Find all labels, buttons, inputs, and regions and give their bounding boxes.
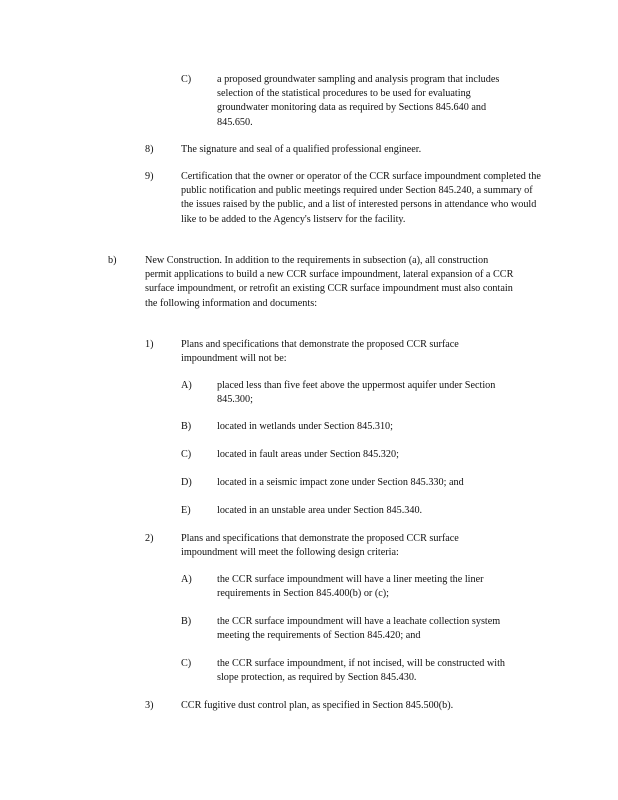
list-label: B) [181,616,192,627]
list-label: E) [181,505,191,516]
b2-text: Plans and specifications that demonstrate the proposed CCR surface impoundment will meet the following design criteria: [181,533,459,559]
list-label: 3) [145,700,154,711]
b1-item-c-text: located in fault areas under Section 845.320; [217,449,399,460]
list-label: A) [181,380,192,391]
section-b-text: New Construction. In addition to the requirements in subsection (a), all construction permit applications to build a new CCR surface impoundment, lateral expansion of a CCR surface impoundment, or retrofit an existing CCR surface impoundment must also contain the following information and documents: [145,255,514,309]
list-label: B) [181,421,192,432]
list-label: D) [181,477,192,488]
b2-item-a-text: the CCR surface impoundment will have a liner meeting the liner requirements in Section 845.400(b) or (c); [217,574,484,600]
list-label: C) [181,658,192,669]
b2-item-c-text: the CCR surface impoundment, if not incised, will be constructed with slope protection, as required by Section 845.430. [217,658,506,684]
carryover-c-text: a proposed groundwater sampling and analysis program that includes selection of the statistical procedures to be used for evaluating groundwater monitoring data as required by Sections 845.640 and 845.650. [217,74,500,128]
list-label: C) [181,74,192,85]
b1-item-a-text: placed less than five feet above the uppermost aquifer under Section 845.300; [217,380,496,406]
b1-text: Plans and specifications that demonstrate the proposed CCR surface impoundment will not be: [181,339,459,365]
b1-item-d-text: located in a seismic impact zone under Section 845.330; and [217,477,464,488]
list-label: 2) [145,533,154,544]
b3-text: CCR fugitive dust control plan, as specified in Section 845.500(b). [181,700,454,711]
list-label: A) [181,574,192,585]
list-label: C) [181,449,192,460]
b2-item-b-text: the CCR surface impoundment will have a leachate collection system meeting the requirements of Section 845.420; and [217,616,501,642]
list-label: 1) [145,339,154,350]
b1-item-b-text: located in wetlands under Section 845.310; [217,421,393,432]
list-label: 9) [145,171,154,182]
list-label: 8) [145,144,154,155]
b1-item-e-text: located in an unstable area under Section 845.340. [217,505,423,516]
item-8-text: The signature and seal of a qualified professional engineer. [181,144,422,155]
item-9-text: Certification that the owner or operator of the CCR surface impoundment completed the public notification and public meetings required under Section 845.240, a summary of the issues raised by the public, and a list of interested persons in attendance who would like to be added to the Agency's listserv for the facility. [181,171,541,225]
section-label: b) [108,255,117,266]
